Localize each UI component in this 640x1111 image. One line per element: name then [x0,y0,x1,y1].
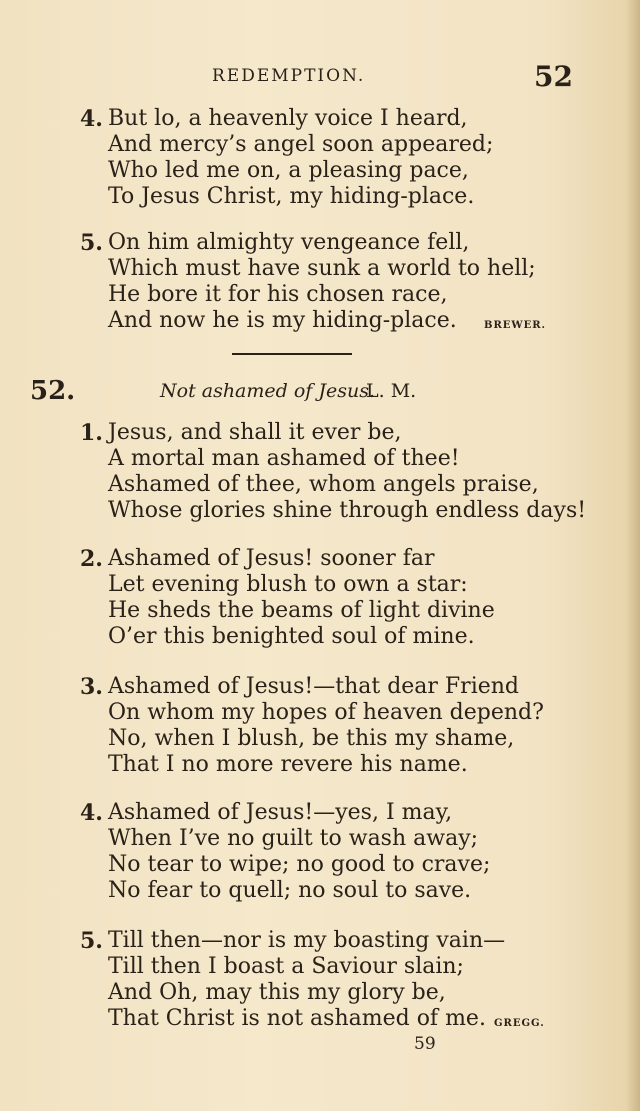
verse-line: No fear to quell; no soul to save. [108,878,472,903]
verse-line: Ashamed of Jesus!—yes, I may, [108,800,453,825]
stanza-number: 5. [80,928,103,954]
stanza-number: 1. [80,420,103,446]
page-header [0,60,640,100]
verse-line: On whom my hopes of heaven depend? [108,700,544,725]
verse-line: To Jesus Christ, my hiding-place. [108,184,475,209]
hymn-meter: L. M. [366,380,417,402]
stanza-number: 2. [80,546,103,572]
verse-line: He bore it for his chosen race, [108,282,448,307]
verse-line: That Christ is not ashamed of me. [108,1006,486,1031]
signature-mark: 59 [414,1034,436,1054]
running-head: REDEMPTION. [212,66,366,86]
verse-line: And mercy’s angel soon appeared; [108,132,494,157]
verse-line: Who led me on, a pleasing pace, [108,158,469,183]
verse-line: That I no more revere his name. [108,752,468,777]
stanza-number: 4. [80,800,103,826]
hymn-attribution: GREGG. [494,1018,545,1029]
stanza-number: 3. [80,674,103,700]
stanza-number: 5. [80,230,103,256]
verse-line: When I’ve no guilt to wash away; [108,826,479,851]
stanza-number: 4. [80,106,103,132]
verse-line: Ashamed of Jesus! sooner far [108,546,435,571]
verse-line: Let evening blush to own a star: [108,572,468,597]
section-divider [232,353,352,355]
verse-line: On him almighty vengeance fell, [108,230,470,255]
prev-hymn-attribution: BREWER. [484,320,547,331]
verse-line: No tear to wipe; no good to crave; [108,852,491,877]
verse-line: A mortal man ashamed of thee! [108,446,460,471]
page-edge [626,0,640,1111]
verse-line: And Oh, may this my glory be, [108,980,446,1005]
verse-line: He sheds the beams of light divine [108,598,495,623]
verse-line: Whose glories shine through endless days! [108,498,587,523]
page-number: 52 [534,60,573,93]
verse-line: Ashamed of Jesus!—that dear Friend [108,674,520,699]
verse-line: Ashamed of thee, whom angels praise, [108,472,539,497]
hymn-title: Not ashamed of Jesus. [160,380,375,402]
hymn-number: 52. [30,376,76,406]
verse-line: No, when I blush, be this my shame, [108,726,515,751]
verse-line: Which must have sunk a world to hell; [108,256,536,281]
verse-line: But lo, a heavenly voice I heard, [108,106,468,131]
verse-line: Till then I boast a Saviour slain; [108,954,464,979]
verse-line: Jesus, and shall it ever be, [108,420,402,445]
verse-line: Till then—nor is my boasting vain— [108,928,506,953]
verse-line: O’er this benighted soul of mine. [108,624,475,649]
verse-line: And now he is my hiding-place. [108,308,457,333]
